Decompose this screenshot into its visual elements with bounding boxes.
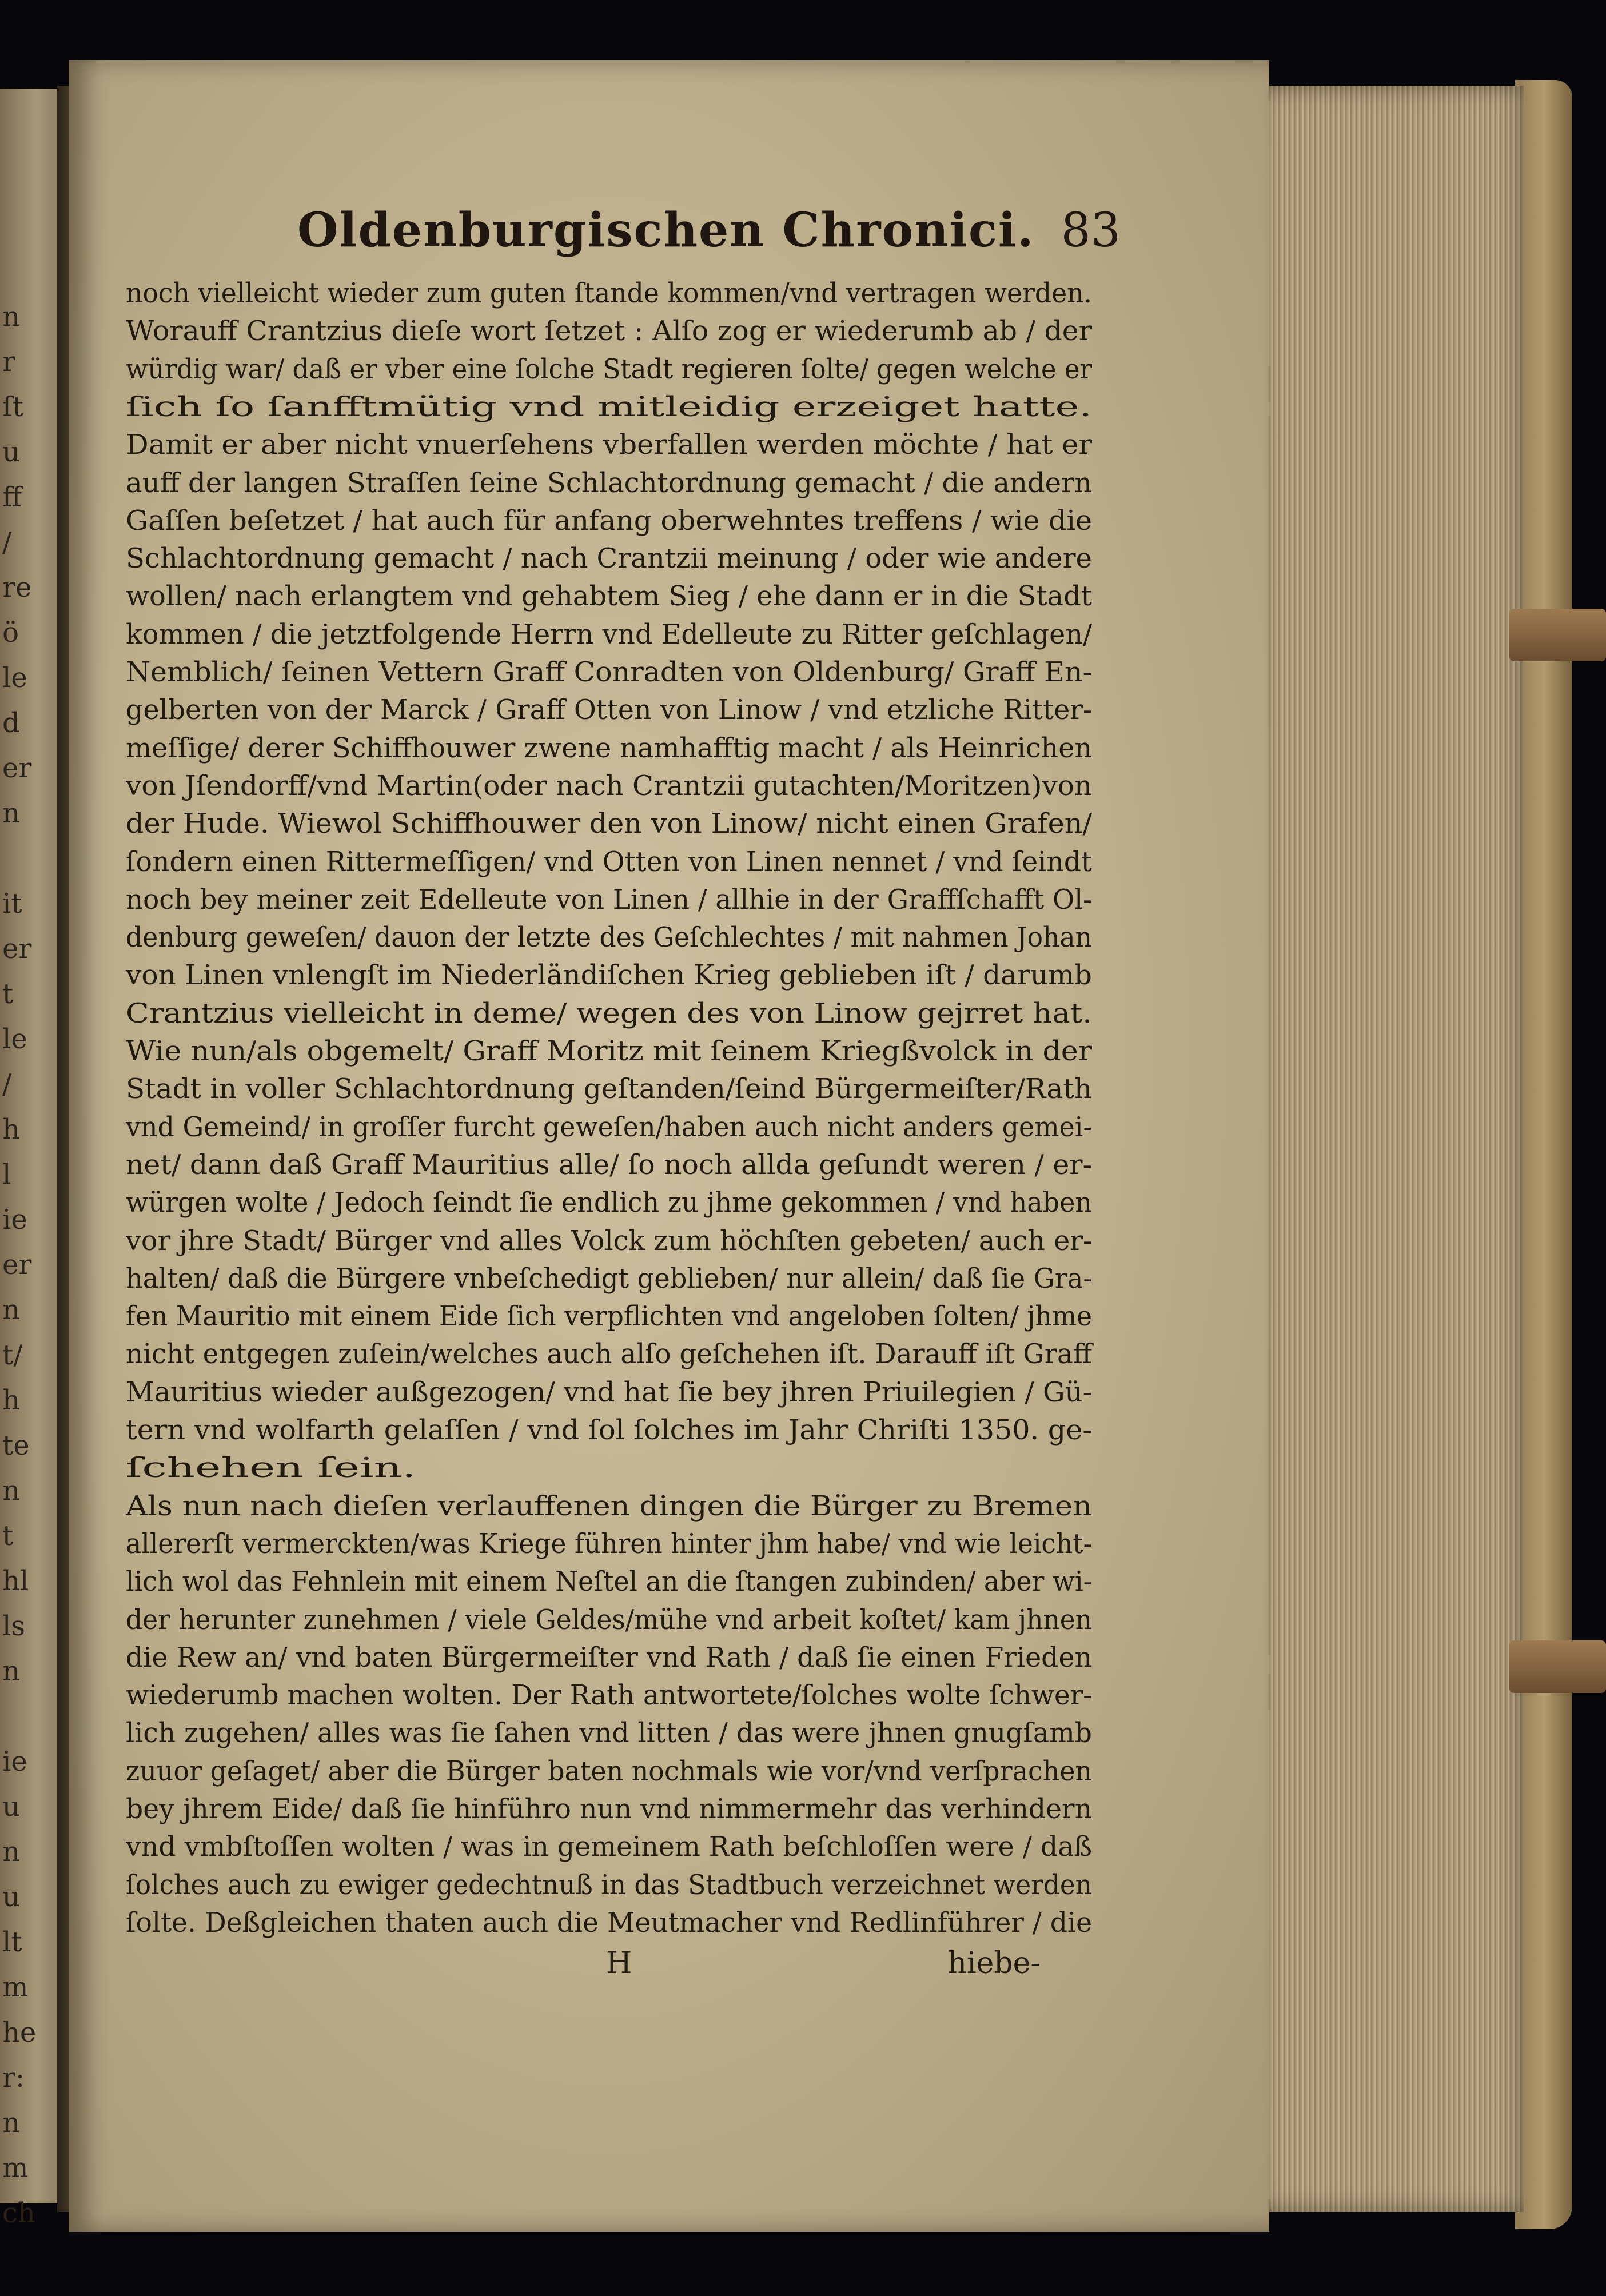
text-line-content: nicht entgegen zuſein/welches auch alſo geſchehen iſt. Darauff iſt Graff — [126, 1338, 1092, 1371]
text-line — [126, 1639, 1098, 1676]
text-line — [126, 919, 1098, 956]
text-line — [126, 1184, 1098, 1221]
text-line-content: würgen wolte / Jedoch ſeindt ſie endlich zu jhme gekommen / vnd haben — [126, 1187, 1092, 1219]
clasp-strap-top — [1509, 609, 1606, 661]
text-line — [126, 312, 1098, 350]
text-line — [126, 1146, 1098, 1184]
text-line-content: allererſt vermerckten/was Kriege führen hinter jhm habe/ vnd wie leicht- — [126, 1527, 1092, 1560]
text-line-content: denburg geweſen/ dauon der letzte des Geſchlechtes / mit nahmen Johan — [126, 921, 1092, 954]
text-line — [126, 1297, 1098, 1335]
page-fore-edge — [1255, 86, 1524, 2212]
text-line — [126, 1714, 1098, 1752]
text-line — [126, 995, 1098, 1032]
text-line — [126, 388, 1098, 426]
text-line-content: würdig war/ daß er vber eine ſolche Stadt regieren ſolte/ gegen welche er — [126, 353, 1092, 385]
text-line-content: auff der langen Straſſen ſeine Schlachtordnung gemacht / die andern — [126, 466, 1092, 499]
text-line-content: lich zugehen/ alles was ſie ſahen vnd litten / das were jhnen gnugſamb — [126, 1717, 1092, 1750]
text-line — [126, 1601, 1098, 1639]
text-line — [126, 729, 1098, 767]
text-line-content: Gaſſen beſetzet / hat auch für anfang oberwehntes treffens / wie die — [126, 504, 1093, 537]
text-line-content: ſchehen ſein. — [126, 1452, 416, 1484]
text-line-content: vnd vmbſtoſſen wolten / was in gemeinem Rath beſchloſſen were / daß — [126, 1831, 1092, 1863]
text-line-content: Crantzius vielleicht in deme/ wegen des von Linow gejrret hat. — [126, 997, 1092, 1029]
text-line — [126, 426, 1098, 464]
text-line-content: wollen/ nach erlangtem vnd gehabtem Sieg / ehe dann er in die Stadt — [126, 580, 1092, 613]
text-line-content: zuuor geſaget/ aber die Bürger baten nochmals wie vor/vnd verſprachen — [126, 1755, 1092, 1787]
text-line — [126, 1563, 1098, 1600]
left-page-edge — [0, 89, 60, 2229]
text-line — [126, 1373, 1098, 1411]
text-line-content: ſondern einen Rittermeſſigen/ vnd Otten von Linen nennet / vnd ſeindt — [126, 845, 1092, 878]
page-footer — [606, 1946, 1041, 1980]
text-line-content: Wie nun/als obgemelt/ Graff Moritz mit ſeinem Kriegßvolck in der — [126, 1035, 1092, 1067]
text-line-content: der Hude. Wiewol Schiffhouwer den von Linow/ nicht einen Grafen/ — [126, 808, 1092, 840]
text-line-content: von Jſendorff/vnd Martin(oder nach Crantzii gutachten/Moritzen)von — [126, 769, 1092, 802]
text-line — [126, 350, 1098, 388]
text-line — [126, 1335, 1098, 1373]
text-line — [126, 1032, 1098, 1070]
text-line — [126, 1449, 1098, 1487]
text-line — [126, 1790, 1098, 1828]
page-header — [297, 203, 1121, 271]
text-line-content: die Rew an/ vnd baten Bürgermeiſter vnd Rath / daß ſie einen Frieden — [126, 1641, 1092, 1674]
text-line-content: kommen / die jetztfolgende Herrn vnd Edelleute zu Ritter geſchlagen/ — [126, 618, 1092, 650]
text-line — [126, 274, 1098, 312]
text-line — [126, 577, 1098, 615]
text-line-content: gelberten von der Marck / Graff Otten von Linow / vnd etzliche Ritter- — [126, 694, 1092, 726]
text-line-content: meſſige/ derer Schiffhouwer zwene namhafftig macht / als Heinrichen — [126, 732, 1092, 764]
text-line — [126, 691, 1098, 729]
text-line-content: noch vielleicht wieder zum guten ſtande kommen/vnd vertragen werden. — [126, 277, 1092, 309]
text-line — [126, 1260, 1098, 1297]
text-line — [126, 540, 1098, 577]
text-line — [126, 843, 1098, 881]
text-line — [126, 616, 1098, 653]
text-line-content: von Linen vnlengſt im Niederländiſchen Krieg geblieben iſt / darumb — [126, 959, 1092, 992]
text-line — [126, 881, 1098, 919]
text-line-content: tern vnd wolfarth gelaſſen / vnd ſol ſolches im Jahr Chriſti 1350. ge- — [126, 1414, 1092, 1446]
page-number: 83 — [1061, 203, 1121, 258]
text-line — [126, 1411, 1098, 1449]
text-line — [126, 1828, 1098, 1866]
text-line — [126, 767, 1098, 805]
text-line — [126, 653, 1098, 691]
text-line — [126, 1222, 1098, 1260]
text-line-content: Damit er aber nicht vnuerſehens vberfallen werden möchte / hat er — [126, 429, 1092, 461]
text-line-content: Mauritius wieder außgezogen/ vnd hat ſie bey jhren Priuilegien / Gü- — [126, 1376, 1092, 1408]
text-line-content: Als nun nach dieſen verlauffenen dingen die Bürger zu Bremen — [126, 1490, 1092, 1522]
text-line-content: ſich ſo ſanfftmütig vnd mitleidig erzeiget hatte. — [126, 390, 1092, 423]
text-line — [126, 1487, 1098, 1525]
text-line-content: wiederumb machen wolten. Der Rath antwortete/ſolches wolte ſchwer- — [126, 1679, 1092, 1712]
text-line-content: fen Mauritio mit einem Eide ſich verpflichten vnd angeloben ſolten/ jhme — [126, 1300, 1092, 1333]
text-line — [126, 1676, 1098, 1714]
book-cover-edge — [1515, 80, 1572, 2229]
text-line-content: halten/ daß die Bürgere vnbeſchedigt geblieben/ nur allein/ daß ſie Gra- — [126, 1262, 1092, 1295]
text-line-content: lich wol das Fehnlein mit einem Neſtel an die ſtangen zubinden/ aber wi- — [126, 1566, 1092, 1598]
text-line — [126, 502, 1098, 540]
text-line-content: net/ dann daß Graff Mauritius alle/ ſo noch allda geſundt weren / er- — [126, 1148, 1092, 1181]
signature-mark: H — [606, 1946, 632, 1980]
text-line — [126, 1525, 1098, 1563]
text-line-content: ſolches auch zu ewiger gedechtnuß in das Stadtbuch verzeichnet werden — [126, 1868, 1092, 1901]
right-page — [69, 60, 1269, 2232]
text-line-content: Schlachtordnung gemacht / nach Crantzii meinung / oder wie andere — [126, 542, 1092, 575]
text-line-content: vnd Gemeind/ in groſſer furcht geweſen/haben auch nicht anders gemei- — [126, 1111, 1092, 1143]
text-line — [126, 1866, 1098, 1904]
text-line-content: der herunter zunehmen / viele Geldes/mühe vnd arbeit koſtet/ kam jhnen — [126, 1603, 1092, 1636]
catchword: hiebe- — [947, 1946, 1041, 1980]
running-title: Oldenburgischen Chronici. — [297, 203, 1035, 258]
text-line-content: Stadt in voller Schlachtordnung geſtanden/ſeind Bürgermeiſter/Rath — [126, 1073, 1092, 1105]
text-line — [126, 1752, 1098, 1790]
text-line-content: noch bey meiner zeit Edelleute von Linen / allhie in der Graffſchafft Ol- — [126, 883, 1092, 916]
text-line-content: Nemblich/ ſeinen Vettern Graff Conradten von Oldenburg/ Graff En- — [126, 656, 1092, 688]
clasp-strap-bottom — [1509, 1640, 1606, 1693]
text-line-content: ſolte. Deßgleichen thaten auch die Meutmacher vnd Redlinführer / die — [126, 1906, 1092, 1939]
text-line — [126, 1108, 1098, 1146]
text-line — [126, 1904, 1098, 1942]
text-line — [126, 805, 1098, 842]
text-line-content: Worauff Crantzius dieſe wort ſetzet : Alſo zog er wiederumb ab / der — [126, 315, 1092, 348]
left-page-margin-text: n r ſt u ff / re ö le d er n it er t le / h l ie er n t/ h te n t hl ls n ie u n u lt m he r: n m ch — [2, 301, 37, 2229]
text-line — [126, 956, 1098, 994]
text-line-content: bey jhrem Eide/ daß ſie hinführo nun vnd nimmermehr das verhindern — [126, 1793, 1092, 1825]
text-line — [126, 464, 1098, 502]
text-line — [126, 1070, 1098, 1108]
text-line-content: vor jhre Stadt/ Bürger vnd alles Volck zum höchſten gebeten/ auch er- — [126, 1224, 1092, 1257]
